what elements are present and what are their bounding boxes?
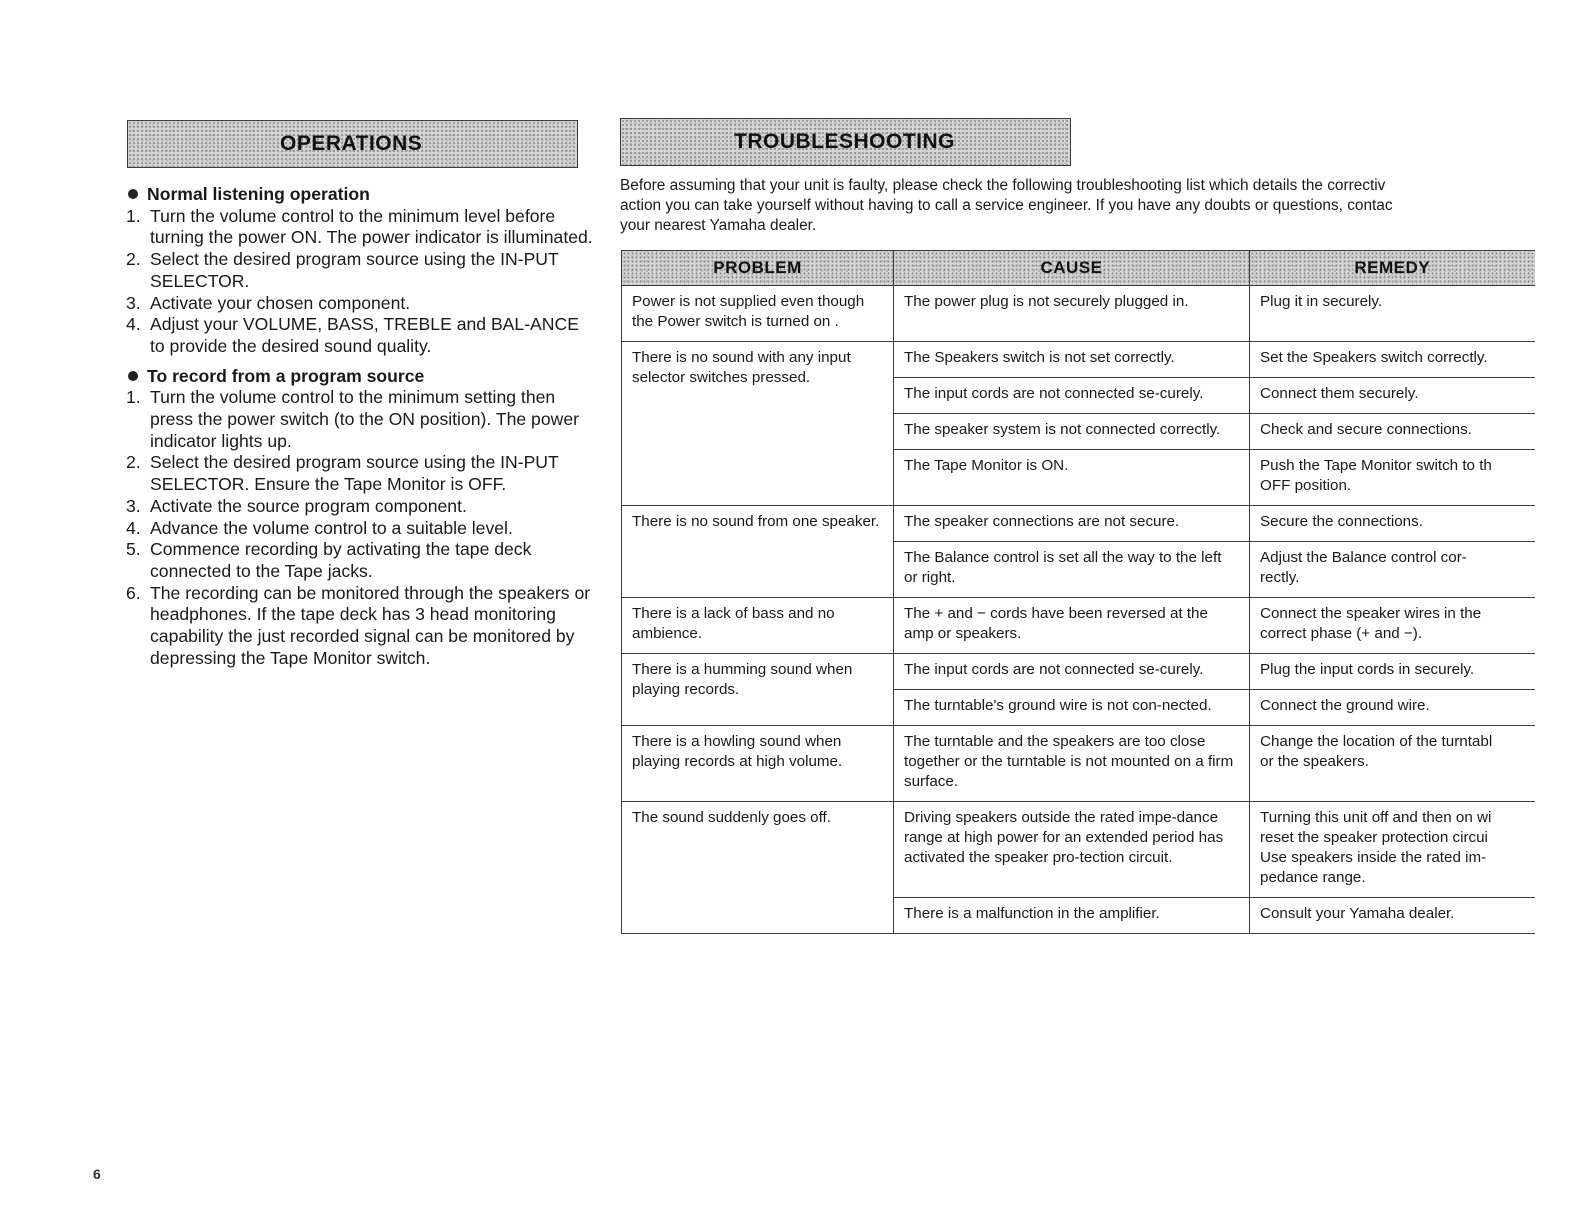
remedy-cell	[1250, 598, 1535, 654]
cause-cell: The turntable's ground wire is not con-nected.	[894, 690, 1250, 726]
cause-cell: The speaker system is not connected correctly.	[894, 414, 1250, 450]
remedy-line: Connect them securely.	[1260, 385, 1419, 402]
problem-cell: There is no sound with any input selector switches pressed.	[622, 342, 894, 506]
problem-cell: There is a howling sound when playing records at high volume.	[622, 726, 894, 802]
cause-cell: The Balance control is set all the way to the left or right.	[894, 542, 1250, 598]
problem-cell: Power is not supplied even though the Power switch is turned on .	[622, 286, 894, 342]
table-row	[622, 342, 1535, 378]
problem-cell: There is a lack of bass and no ambience.	[622, 598, 894, 654]
cause-cell: There is a malfunction in the amplifier.	[894, 898, 1250, 934]
step-item	[126, 518, 596, 540]
table-row	[622, 598, 1535, 654]
header-problem: PROBLEM	[622, 251, 894, 286]
step-number: 1.	[126, 387, 141, 408]
page-number: 6	[93, 1166, 101, 1182]
remedy-line: reset the speaker protection circui	[1260, 829, 1488, 846]
step-number: 4.	[126, 314, 141, 335]
header-remedy: REMEDY	[1250, 251, 1535, 286]
cause-cell: The power plug is not securely plugged in.	[894, 286, 1250, 342]
header-cause: CAUSE	[894, 251, 1250, 286]
remedy-cell	[1250, 450, 1535, 506]
step-item	[126, 583, 596, 670]
remedy-line: Push the Tape Monitor switch to th	[1260, 457, 1492, 474]
remedy-cell	[1250, 802, 1535, 898]
operation-section	[126, 184, 596, 358]
remedy-line: Use speakers inside the rated im-	[1260, 849, 1487, 866]
table-row	[622, 286, 1535, 342]
step-text: Turn the volume control to the minimum level before turning the power ON. The power indicator is illuminated.	[150, 205, 593, 248]
step-list	[126, 387, 596, 669]
cause-cell: The input cords are not connected se-curely.	[894, 378, 1250, 414]
section-heading-text: To record from a program source	[147, 365, 425, 386]
step-number: 2.	[126, 249, 141, 270]
remedy-line: Set the Speakers switch correctly.	[1260, 349, 1488, 366]
remedy-cell	[1250, 342, 1535, 378]
step-text: Commence recording by activating the tape deck connected to the Tape jacks.	[150, 539, 532, 581]
step-text: Select the desired program source using the IN-PUT SELECTOR. Ensure the Tape Monitor is OFF.	[150, 452, 559, 495]
troubleshooting-title: TROUBLESHOOTING	[734, 130, 955, 153]
step-number: 1.	[126, 205, 141, 226]
remedy-line: Connect the speaker wires in the	[1260, 605, 1482, 622]
cause-cell: The + and − cords have been reversed at the amp or speakers.	[894, 598, 1250, 654]
remedy-line: Check and secure connections.	[1260, 421, 1472, 438]
step-item	[126, 539, 596, 582]
step-number: 3.	[126, 495, 141, 516]
remedy-cell	[1250, 542, 1535, 598]
remedy-cell	[1250, 414, 1535, 450]
problem-cell: There is a humming sound when playing records.	[622, 654, 894, 726]
remedy-cell	[1250, 898, 1535, 934]
table-row	[622, 726, 1535, 802]
remedy-line: or the speakers.	[1260, 753, 1369, 770]
step-number: 5.	[126, 539, 141, 560]
section-heading-text: Normal listening operation	[147, 184, 370, 204]
step-text: Select the desired program source using the IN-PUT SELECTOR.	[150, 249, 559, 291]
troubleshooting-banner	[620, 118, 1071, 166]
remedy-cell	[1250, 690, 1535, 726]
remedy-line: Plug the input cords in securely.	[1260, 661, 1475, 678]
intro-line: your nearest Yamaha dealer.	[620, 217, 817, 234]
step-text: Activate your chosen component.	[150, 292, 411, 313]
cause-cell: Driving speakers outside the rated impe-dance range at high power for an extended period has activated the speaker pro-tection circuit.	[894, 802, 1250, 898]
cause-cell: The input cords are not connected se-curely.	[894, 654, 1250, 690]
step-item	[126, 496, 596, 518]
problem-cell: The sound suddenly goes off.	[622, 802, 894, 934]
intro-line: Before assuming that your unit is faulty, please check the following troubleshooting list which details the correctiv	[620, 177, 1386, 194]
remedy-cell	[1250, 726, 1535, 802]
cause-cell: The turntable and the speakers are too close together or the turntable is not mounted on a firm surface.	[894, 726, 1250, 802]
remedy-line: pedance range.	[1260, 869, 1366, 886]
bullet-icon	[128, 189, 138, 199]
remedy-line: Consult your Yamaha dealer.	[1260, 905, 1455, 922]
table-body	[622, 286, 1535, 934]
remedy-line: Secure the connections.	[1260, 513, 1423, 530]
operations-section	[126, 184, 596, 669]
step-item	[126, 387, 596, 452]
remedy-line: Change the location of the turntabl	[1260, 733, 1493, 750]
troubleshooting-intro	[620, 176, 1545, 236]
bullet-icon	[128, 371, 138, 381]
step-number: 6.	[126, 582, 141, 603]
step-text: Activate the source program component.	[150, 495, 467, 516]
remedy-line: correct phase (+ and −).	[1260, 625, 1423, 642]
step-item	[126, 293, 596, 315]
remedy-line: Plug it in securely.	[1260, 293, 1383, 310]
remedy-line: OFF position.	[1260, 477, 1352, 494]
remedy-cell	[1250, 286, 1535, 342]
cause-cell: The speaker connections are not secure.	[894, 506, 1250, 542]
operations-banner	[127, 120, 578, 168]
section-heading	[128, 366, 596, 388]
operation-section	[126, 366, 596, 670]
remedy-cell	[1250, 506, 1535, 542]
step-item	[126, 314, 596, 357]
step-item	[126, 452, 596, 495]
table-row	[622, 802, 1535, 898]
step-item	[126, 249, 596, 292]
step-text: Turn the volume control to the minimum setting then press the power switch (to the ON position). The power indicator lights up.	[150, 387, 579, 451]
table-row	[622, 654, 1535, 690]
remedy-cell	[1250, 654, 1535, 690]
step-number: 3.	[126, 292, 141, 313]
table-row	[622, 506, 1535, 542]
cause-cell: The Tape Monitor is ON.	[894, 450, 1250, 506]
remedy-line: Adjust the Balance control cor-	[1260, 549, 1467, 566]
step-list	[126, 206, 596, 358]
step-item	[126, 206, 596, 249]
remedy-line: Connect the ground wire.	[1260, 697, 1430, 714]
section-heading	[128, 184, 596, 206]
step-number: 2.	[126, 452, 141, 473]
remedy-line: rectly.	[1260, 569, 1300, 586]
remedy-cell	[1250, 378, 1535, 414]
troubleshooting-table	[621, 250, 1535, 934]
step-text: Adjust your VOLUME, BASS, TREBLE and BAL-ANCE to provide the desired sound quality.	[150, 314, 579, 356]
step-number: 4.	[126, 517, 141, 538]
intro-line: action you can take yourself without having to call a service engineer. If you have any doubts or questions, contac	[620, 197, 1393, 214]
step-text: Advance the volume control to a suitable level.	[150, 517, 513, 538]
problem-cell: There is no sound from one speaker.	[622, 506, 894, 598]
remedy-line: Turning this unit off and then on wi	[1260, 809, 1492, 826]
cause-cell: The Speakers switch is not set correctly.	[894, 342, 1250, 378]
step-text: The recording can be monitored through the speakers or headphones. If the tape deck has 3 head monitoring capability the just recorded signal can be monitored by depressing the Tape Monitor switch.	[150, 582, 591, 668]
operations-title: OPERATIONS	[280, 132, 423, 155]
table-header-row	[622, 251, 1535, 286]
